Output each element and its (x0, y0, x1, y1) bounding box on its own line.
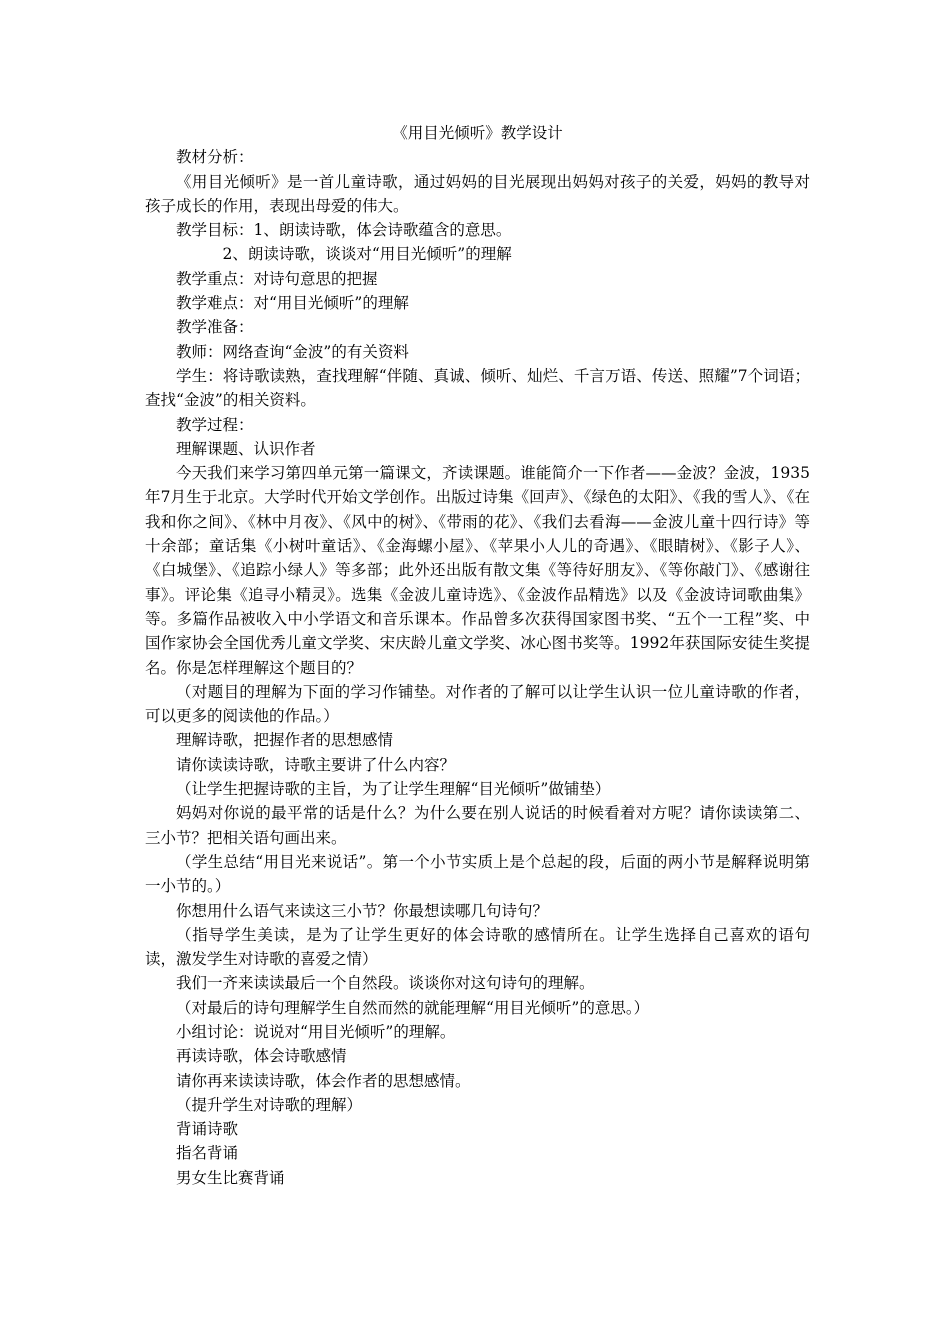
document-paragraph: 2、朗读诗歌，谈谈对“用目光倾听”的理解 (222, 245, 512, 264)
document-paragraph: 请你再来读读诗歌，体会作者的思想感情。 (176, 1071, 471, 1090)
document-paragraph: 《用目光倾听》是一首儿童诗歌，通过妈妈的目光展现出妈妈对孩子的关爱，妈妈的教导对孩子成长的作用，表现出母爱的伟大。 (145, 172, 810, 215)
document-paragraph: 教学准备： (176, 318, 254, 337)
document-paragraph: 小组讨论：说说对“用目光倾听”的理解。 (176, 1022, 456, 1041)
document-paragraph: 理解诗歌，把握作者的思想感情 (176, 731, 394, 750)
document-paragraph: 背诵诗歌 (176, 1120, 239, 1139)
document-paragraph: 男女生比赛背诵 (176, 1168, 285, 1187)
document-paragraph: 学生：将诗歌读熟，查找理解“伴随、真诚、倾听、灿烂、千言万语、传送、照耀”7个词语；查找“金波”的相关资料。 (145, 366, 810, 410)
document-paragraph: （对最后的诗句理解学生自然而然的就能理解“用目光倾听”的意思。） (176, 998, 650, 1017)
document-paragraph: 教学难点：对“用目光倾听”的理解 (176, 294, 409, 313)
document-body (145, 121, 810, 1190)
document-paragraph: 理解课题、认识作者 (176, 439, 316, 458)
document-paragraph: （对题目的理解为下面的学习作铺垫。对作者的了解可以让学生认识一位儿童诗歌的作者，可以更多的阅读他的作品。） (145, 682, 810, 726)
document-paragraph: （让学生把握诗歌的主旨，为了让学生理解“目光倾听”做铺垫） (176, 780, 611, 799)
document-paragraph: 教学目标：1、朗读诗歌，体会诗歌蕴含的意思。 (176, 221, 512, 240)
document-paragraph: 教学过程： (176, 415, 254, 434)
document-paragraph: 妈妈对你说的最平常的话是什么？为什么要在别人说话的时候看着对方呢？请你读读第二、三小节？把相关语句画出来。 (145, 804, 810, 847)
document-paragraph: （学生总结“用目光来说话”。第一个小节实质上是个总起的段，后面的两小节是解释说明第一小节的。） (145, 852, 810, 896)
document-paragraph: 你想用什么语气来读这三小节？你最想读哪几句诗句？ (176, 901, 549, 920)
document-paragraph: 再读诗歌，体会诗歌感情 (176, 1047, 347, 1066)
document-paragraph: （提升学生对诗歌的理解） (176, 1095, 363, 1114)
document-paragraph: 今天我们来学习第四单元第一篇课文，齐读课题。谁能简介一下作者——金波？金波，1935年7月生于北京。大学时代开始文学创作。出版过诗集《回声》、《绿色的太阳》、《我的雪人》、《在我和你之间》、《林中月夜》、《风中的树》、《带雨的花》、《我们去看海——金波儿童十四行诗》等十余部；童话集《小树叶童话》、《金海螺小屋》、《苹果小人儿的奇遇》、《眼睛树》、《影子人》、《白城堡》、《追踪小绿人》等多部；此外还出版有散文集《等待好朋友》、《等你敲门》、《感谢往事》。评论集《追寻小精灵》。选集《金波儿童诗选》、《金波作品精选》以及《金波诗词歌曲集》等。多篇作品被收入中小学语文和音乐课本。作品曾多次获得国家图书奖、“五个一工程”奖、中国作家协会全国优秀儿童文学奖、宋庆龄儿童文学奖、冰心图书奖等。1992年获国际安徒生奖提名。你是怎样理解这个题目的？ (145, 464, 810, 677)
document-paragraph: 我们一齐来读读最后一个自然段。谈谈你对这句诗句的理解。 (176, 974, 595, 993)
document-paragraph: 教材分析： (176, 148, 254, 167)
document-paragraph: 请你读读诗歌，诗歌主要讲了什么内容？ (176, 755, 456, 774)
document-title: 《用目光倾听》教学设计 (392, 124, 563, 142)
document-paragraph: 指名背诵 (176, 1144, 239, 1163)
document-paragraph: （指导学生美读，是为了让学生更好的体会诗歌的感情所在。让学生选择自己喜欢的语句读，激发学生对诗歌的喜爱之情） (145, 925, 810, 969)
document-paragraph: 教学重点：对诗句意思的把握 (176, 269, 378, 288)
document-paragraph: 教师：网络查询“金波”的有关资料 (176, 342, 409, 361)
